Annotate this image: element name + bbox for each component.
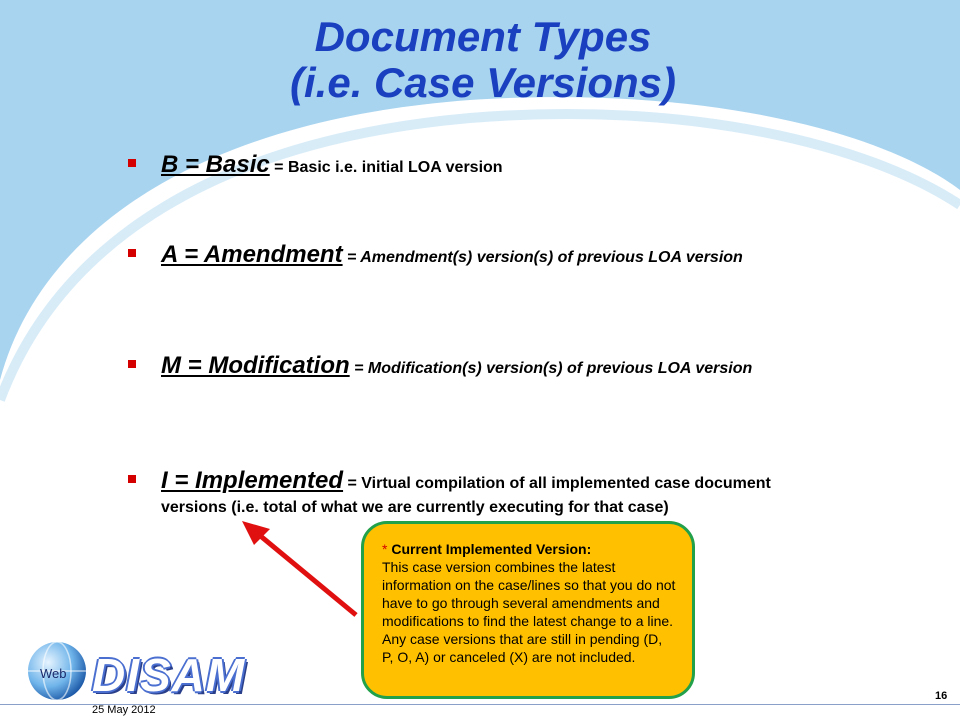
bullet-definition: = Virtual compilation of all implemented case document versions (i.e. total of what we are currently executing for that case): [161, 475, 771, 516]
bullet-modification: [128, 354, 788, 381]
slide-title: [0, 14, 960, 106]
page-number: 16: [935, 690, 948, 702]
bullet-basic: [128, 153, 788, 180]
bullet-square-icon: [128, 475, 136, 483]
title-line-1: Document Types: [314, 13, 652, 60]
note-heading: Current Implemented Version:: [387, 541, 592, 557]
pointer-arrow-icon: [230, 515, 370, 625]
bullet-square-icon: [128, 360, 136, 368]
note-body: This case version combines the latest information on the case/lines so that you do not have to go through several amendments and modifications to find the latest change to a line. Any case versions that are still in pending (D, P, O, A) or canceled (X) are not included.: [382, 559, 676, 665]
logo-web-label: Web: [40, 666, 67, 681]
bullet-definition: = Modification(s) version(s) of previous LOA version: [349, 360, 753, 377]
bullet-square-icon: [128, 249, 136, 257]
bullet-implemented: [128, 469, 788, 520]
note-star: *: [382, 541, 388, 557]
disam-logo: DISAM: [92, 649, 246, 701]
bullet-square-icon: [128, 159, 136, 167]
bullet-term: A = Amendment: [161, 241, 343, 268]
bullet-term: M = Modification: [161, 352, 350, 379]
bullet-term: I = Implemented: [161, 467, 344, 494]
bullet-definition: = Amendment(s) version(s) of previous LOA version: [342, 249, 743, 266]
callout-note: [361, 521, 695, 699]
footer-date: 25 May 2012: [92, 704, 156, 716]
title-line-2: (i.e. Case Versions): [290, 59, 676, 106]
bullet-amendment: [128, 243, 788, 270]
bullet-definition: = Basic i.e. initial LOA version: [269, 159, 503, 176]
bullet-term: B = Basic: [161, 151, 270, 178]
